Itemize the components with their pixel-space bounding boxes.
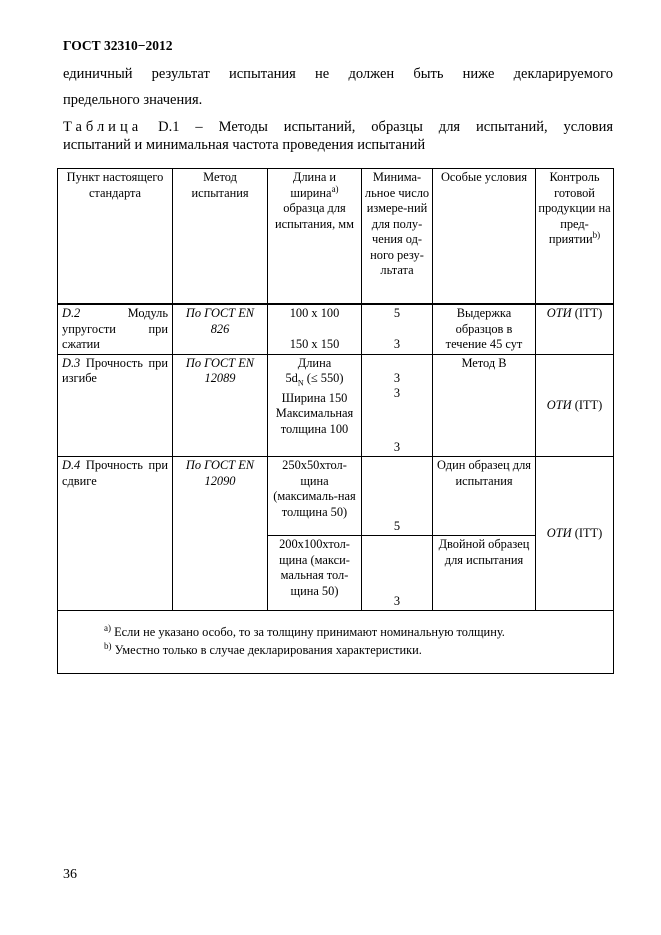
test-methods-table xyxy=(57,168,614,674)
d4-method-prefix: По ГОСТ EN xyxy=(185,458,255,472)
d4-count-2: 3 xyxy=(362,536,433,611)
d3-size-thickness: Максимальная толщина 100 xyxy=(275,406,354,436)
d4-conditions-2: Двойной образец для испытания xyxy=(433,536,536,611)
d4-conditions-1: Один образец для испытания xyxy=(433,457,536,536)
header-clause: Пункт настоящего стандарта xyxy=(58,169,173,305)
d3-method xyxy=(173,354,268,457)
d3-conditions: Метод B xyxy=(433,354,536,457)
d2-clause-text: Модуль упругости при сжатии xyxy=(62,306,168,351)
d4-control-code: ОТИ xyxy=(546,525,572,540)
table-header-row xyxy=(58,169,614,305)
d3-count-1: 3 xyxy=(393,370,401,385)
d3-count-2: 3 xyxy=(393,386,401,400)
d4-method-number: 12090 xyxy=(204,473,236,488)
note-b-text: Уместно только в случае декларирования характеристики. xyxy=(114,643,422,657)
header-control-footnote: b) xyxy=(592,229,601,240)
d4-count-1: 5 xyxy=(362,457,433,536)
table-row-d4 xyxy=(58,457,614,536)
header-conditions: Особые условия xyxy=(433,169,536,305)
d2-method-number: 826 xyxy=(210,321,230,336)
note-a-mark: a) xyxy=(104,622,111,633)
d3-size-sub: N xyxy=(297,378,304,388)
page-number: 36 xyxy=(63,867,77,882)
d4-clause-text: Прочность при сдвиге xyxy=(62,458,168,488)
d3-control-code: ОТИ xyxy=(546,397,572,412)
d4-size-2: 200x100хтол-щина (макси-мальная тол-щина 50) xyxy=(268,536,362,611)
d2-count-1: 5 xyxy=(393,306,401,320)
d2-size-1: 100 х 100 xyxy=(289,306,340,320)
d3-count-3: 3 xyxy=(393,439,401,454)
header-size-footnote: a) xyxy=(331,183,339,194)
note-b xyxy=(104,641,613,659)
d3-clause-number: D.3 xyxy=(62,355,81,370)
d4-control xyxy=(536,457,614,611)
d3-size-width: Ширина 150 xyxy=(281,390,348,405)
header-control-text: Контроль готовой продукции на пред-приятии xyxy=(538,170,611,246)
d4-clause-number: D.4 xyxy=(62,458,81,472)
d4-clause xyxy=(58,457,173,611)
d4-control-itt: (ITT) xyxy=(574,525,603,540)
d4-size-1: 250x50хтол-щина (максималь-ная толщина 50) xyxy=(268,457,362,536)
d3-clause-text: Прочность при изгибе xyxy=(62,355,168,385)
d3-size-5d: 5d xyxy=(285,371,298,385)
d3-size xyxy=(268,354,362,457)
header-method: Метод испытания xyxy=(173,169,268,305)
d3-method-prefix: По ГОСТ EN xyxy=(185,355,255,370)
note-a-text: Если не указано особо, то за толщину принимают номинальную толщину. xyxy=(114,625,505,639)
d4-method xyxy=(173,457,268,611)
d2-control-itt: (ITT) xyxy=(574,306,603,320)
d3-count xyxy=(362,354,433,457)
header-size xyxy=(268,169,362,305)
note-b-mark: b) xyxy=(104,640,112,651)
table-row-d2 xyxy=(58,304,614,354)
header-min-count: Минима-льное число измере-ний для полу-чения од-ного резу-льтата xyxy=(362,169,433,305)
d2-method-prefix: По ГОСТ EN xyxy=(185,306,255,320)
caption-rest: D.1 – Методы испытаний, образцы для испытаний, условия xyxy=(158,119,614,135)
note-a xyxy=(104,623,613,641)
header-size-text: Длина и ширина xyxy=(290,170,337,200)
table-notes-row xyxy=(58,611,614,674)
d3-control xyxy=(536,354,614,457)
table-caption-line-2: испытаний и минимальная частота проведения испытаний xyxy=(63,137,426,153)
d2-size-2: 150 х 150 xyxy=(289,336,340,351)
d2-control-code: ОТИ xyxy=(546,306,572,320)
d2-count xyxy=(362,304,433,354)
d2-control xyxy=(536,304,614,354)
document-header: ГОСТ 32310−2012 xyxy=(63,38,173,53)
table-row-d3 xyxy=(58,354,614,457)
header-control xyxy=(536,169,614,305)
d3-control-itt: (ITT) xyxy=(574,397,603,412)
table-caption xyxy=(63,119,613,136)
caption-word: Таблица xyxy=(63,119,143,135)
d2-count-2: 3 xyxy=(393,336,401,351)
d2-clause xyxy=(58,304,173,354)
table-notes xyxy=(58,611,614,674)
paragraph-line-2: предельного значения. xyxy=(63,92,203,108)
d2-method xyxy=(173,304,268,354)
d3-clause xyxy=(58,354,173,457)
paragraph-line-1: единичный результат испытания не должен быть ниже декларируемого xyxy=(63,66,613,82)
d2-size xyxy=(268,304,362,354)
d3-size-length-value xyxy=(270,371,359,391)
d3-size-limit: (≤ 550) xyxy=(306,371,344,385)
d3-size-length: Длина xyxy=(297,355,332,370)
d3-method-number: 12089 xyxy=(204,371,236,385)
d2-conditions: Выдержка образцов в течение 45 сут xyxy=(433,304,536,354)
d2-clause-number: D.2 xyxy=(62,306,81,320)
header-size-rest: образца для испытания, мм xyxy=(275,201,354,231)
